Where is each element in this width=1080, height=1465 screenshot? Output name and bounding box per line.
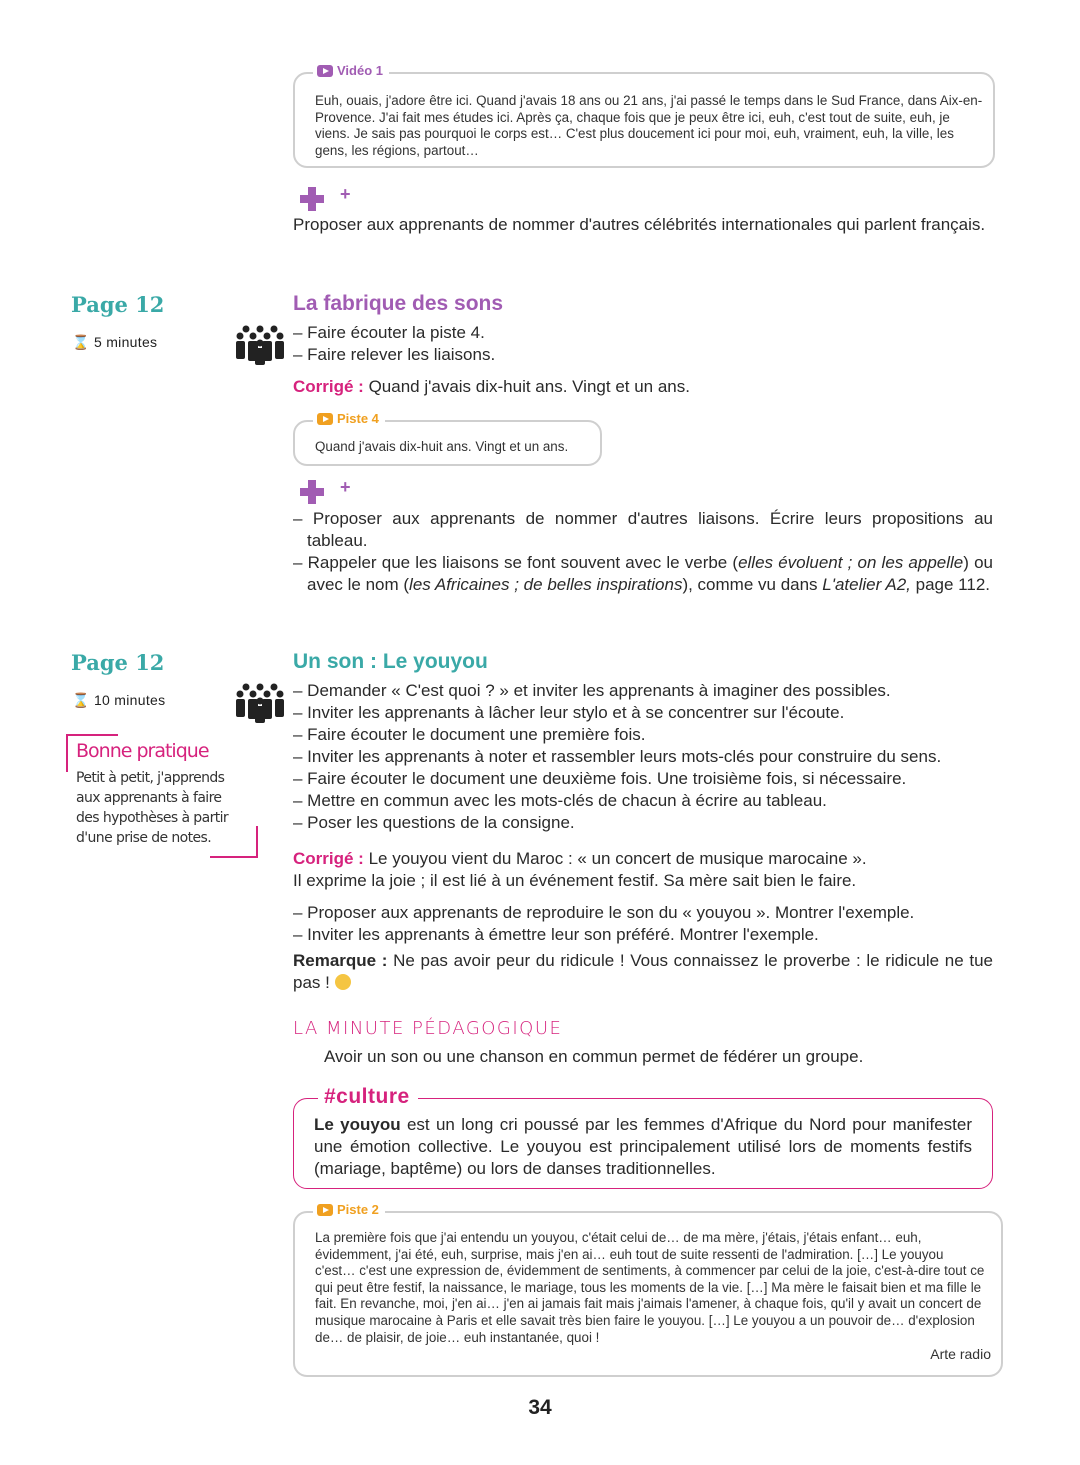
culture-box bbox=[293, 1085, 993, 1189]
text: ), comme vu dans bbox=[682, 575, 823, 594]
corrige-text: Il exprime la joie ; il est lié à un événement festif. Sa mère sait bien le faire. bbox=[293, 871, 857, 890]
section-title: Un son : Le youyou bbox=[293, 650, 488, 673]
video-label-text: Vidéo 1 bbox=[337, 63, 384, 78]
video-transcript: Euh, ouais, j'adore être ici. Quand j'avais 18 ans ou 21 ans, j'ai passé le temps dans le Sud France, dans Aix-en-Provence. J'ai fait mes études ici. Après ça, chaque fois que je peux être ici, euh, c'est tout de suite, euh, je viens. Je sais pas pourquoi le corps est… C'est plus doucement ici pour moi, euh, vraiment, euh, la ville, les gens, les régions, partout… bbox=[315, 93, 983, 158]
play-icon bbox=[317, 413, 333, 425]
culture-description: est un long cri poussé par les femmes d'Afrique du Nord pour manifester une émotion collective. Le youyou est principalement utilisé lors de moments festifs (mariage, baptême) ou lors de danses traditionnelles. bbox=[314, 1115, 972, 1178]
audio-label bbox=[313, 411, 385, 426]
play-icon bbox=[317, 65, 333, 77]
wink-emoji-icon bbox=[335, 974, 351, 990]
corrige-text: Quand j'avais dix-huit ans. Vingt et un ans. bbox=[368, 377, 690, 396]
plus-activity: Proposer aux apprenants de nommer d'autres célébrités internationales qui parlent français. bbox=[293, 215, 986, 234]
audio-transcript-box bbox=[293, 1202, 1003, 1377]
remarque bbox=[293, 950, 993, 994]
group-work-icon bbox=[236, 683, 284, 723]
minute-pedagogique-title: LA MINUTE PÉDAGOGIQUE bbox=[293, 1018, 563, 1039]
source-credit: Arte radio bbox=[930, 1346, 991, 1363]
plus-small-icon: + bbox=[340, 477, 351, 497]
video-transcript-box bbox=[293, 63, 995, 168]
video-label bbox=[313, 63, 389, 78]
play-icon bbox=[317, 1204, 333, 1216]
list-item: – Inviter les apprenants à lâcher leur stylo et à se concentrer sur l'écoute. bbox=[293, 703, 845, 722]
remarque-text: Ne pas avoir peur du ridicule ! Vous connaissez le proverbe : le ridicule ne tue pas ! bbox=[293, 951, 993, 992]
list-item: – Faire écouter le document une deuxième fois. Une troisième fois, si nécessaire. bbox=[293, 769, 907, 788]
list-item: – Proposer aux apprenants de nommer d'autres liaisons. Écrire leurs propositions au tableau. bbox=[293, 509, 993, 550]
culture-term: Le youyou bbox=[314, 1115, 401, 1134]
group-work-icon bbox=[236, 325, 284, 365]
culture-label: #culture bbox=[318, 1085, 418, 1109]
duration bbox=[72, 692, 165, 709]
audio-label-text: Piste 2 bbox=[337, 1202, 379, 1217]
audio-transcript: La première fois que j'ai entendu un youyou, c'était celui de… de ma mère, j'étais, j'étais enfant… euh, évidemment, j'ai été, euh, surprise, mais j'en ai… euh tout de suite ressenti de l'admiration. […] Le youyou c'est… c'est une expression de, évidemment de sentiments, à commencer par celui de la joie, c'est-à-dire tout ce qui peut être festif, la naissance, le mariage, tous les moments de la vie. […] Ma mère le faisait bien et ma fille le fait. En revanche, moi, j'en ai… j'en ai jamais fait mais j'aimais l'amener, à chaque fois, qu'il y avait un concert de musique marocaine à Paris et elle savait très bien faire le youyou. […] Le youyou a un pouvoir de… d'explosion de… de plaisir, de joie… euh instantanée, quoi ! bbox=[315, 1230, 985, 1345]
remarque-label: Remarque : bbox=[293, 951, 388, 970]
text: – Rappeler que les liaisons se font souvent avec le verbe ( bbox=[293, 553, 739, 572]
corrige-label: Corrigé : bbox=[293, 849, 364, 868]
corrige-text: Le youyou vient du Maroc : « un concert de musique marocaine ». bbox=[368, 849, 867, 868]
audio-transcript: Quand j'avais dix-huit ans. Vingt et un ans. bbox=[315, 439, 569, 454]
example: elles évoluent ; on les appelle bbox=[738, 553, 964, 572]
plus-activities bbox=[293, 508, 993, 596]
audio-transcript-box bbox=[293, 411, 602, 466]
duration bbox=[72, 334, 157, 351]
text: ) ou avec le nom ( bbox=[307, 553, 993, 594]
example: les Africaines ; de belles inspirations bbox=[409, 575, 683, 594]
bonne-pratique-title: Bonne pratique bbox=[76, 740, 209, 762]
instruction-list bbox=[293, 680, 1003, 834]
instruction-list bbox=[293, 322, 495, 366]
page-reference: Page 12 bbox=[71, 292, 165, 317]
corrige bbox=[293, 848, 1003, 892]
activity-list bbox=[293, 902, 1003, 946]
page-number: 34 bbox=[528, 1396, 552, 1419]
list-item: – Inviter les apprenants à noter et rassembler leurs mots-clés pour construire du sens. bbox=[293, 747, 942, 766]
audio-label-text: Piste 4 bbox=[337, 411, 379, 426]
list-item: – Proposer aux apprenants de reproduire le son du « youyou ». Montrer l'exemple. bbox=[293, 903, 915, 922]
list-item: – Faire écouter le document une première fois. bbox=[293, 725, 646, 744]
text: page 112. bbox=[910, 575, 990, 594]
corrige-label: Corrigé : bbox=[293, 377, 364, 396]
plus-icon bbox=[300, 480, 324, 504]
list-item bbox=[293, 552, 993, 596]
hourglass-icon: ⌛ bbox=[72, 334, 90, 350]
list-item: – Poser les questions de la consigne. bbox=[293, 813, 575, 832]
bonne-pratique-text: Petit à petit, j'apprends aux apprenants à faire des hypothèses à partir d'une prise de notes. bbox=[76, 770, 229, 846]
section-title: La fabrique des sons bbox=[293, 292, 504, 315]
duration-text: 10 minutes bbox=[93, 692, 166, 708]
corrige bbox=[293, 376, 690, 398]
list-item: – Faire écouter la piste 4. bbox=[293, 323, 485, 342]
list-item: – Faire relever les liaisons. bbox=[293, 345, 496, 364]
hourglass-icon: ⌛ bbox=[72, 692, 90, 708]
book-title: L'atelier A2, bbox=[822, 575, 911, 594]
list-item: – Demander « C'est quoi ? » et inviter les apprenants à imaginer des possibles. bbox=[293, 681, 891, 700]
list-item: – Mettre en commun avec les mots-clés de chacun à écrire au tableau. bbox=[293, 791, 827, 810]
plus-icon bbox=[300, 187, 324, 211]
page-reference: Page 12 bbox=[71, 650, 165, 675]
plus-small-icon: + bbox=[340, 184, 351, 204]
duration-text: 5 minutes bbox=[93, 334, 158, 350]
culture-text bbox=[294, 1099, 992, 1180]
minute-pedagogique-text: Avoir un son ou une chanson en commun permet de fédérer un groupe. bbox=[324, 1047, 864, 1066]
list-item: – Inviter les apprenants à émettre leur son préféré. Montrer l'exemple. bbox=[293, 925, 819, 944]
audio-label bbox=[313, 1202, 385, 1217]
